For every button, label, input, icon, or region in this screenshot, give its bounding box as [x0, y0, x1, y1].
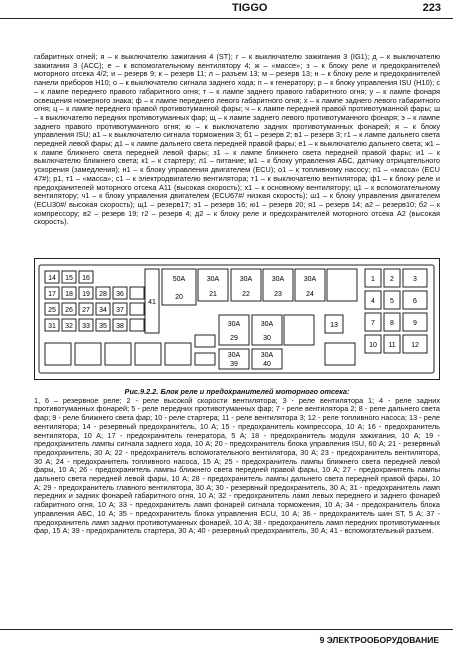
fuse-22-label: 22	[242, 291, 250, 298]
fuse-39-rating: 30A	[227, 352, 241, 359]
fuse-16-label: 16	[82, 275, 90, 282]
page-footer	[0, 629, 453, 650]
fuse-32-label: 32	[65, 323, 73, 330]
figure-caption	[34, 388, 440, 536]
relay-3-label: 3	[413, 276, 417, 283]
relay-13-label: 13	[330, 322, 338, 329]
fuse-20-label: 20	[175, 294, 183, 301]
fuse-26-label: 26	[65, 307, 73, 314]
fuse-27-label: 27	[82, 307, 90, 314]
fuse-38-label: 38	[116, 323, 124, 330]
fuse-18-label: 18	[65, 291, 73, 298]
fuse-box-figure	[34, 258, 440, 380]
relay-12-label: 12	[411, 342, 419, 349]
fuse-23-label: 23	[274, 291, 282, 298]
relay-9-label: 9	[413, 320, 417, 327]
running-title: TIGGO	[232, 2, 268, 14]
relay-5-label: 5	[390, 298, 394, 305]
fuse-15-label: 15	[65, 275, 73, 282]
page-number: 223	[422, 2, 441, 14]
relay-8-label: 8	[390, 320, 394, 327]
fuse-31-label: 31	[48, 323, 56, 330]
relay-2-label: 2	[390, 276, 394, 283]
relay-1-label: 1	[371, 276, 375, 283]
wire-legend-paragraph	[34, 53, 440, 227]
relay-11-label: 11	[388, 342, 396, 349]
fuse-39-label: 39	[230, 361, 238, 368]
fuse-37-label: 37	[116, 307, 124, 314]
relay-7-label: 7	[371, 320, 375, 327]
fuse-36-label: 36	[116, 291, 124, 298]
section-title: 9 ЭЛЕКТРООБОРУДОВАНИЕ	[319, 635, 439, 645]
fuse-20-rating: 50A	[172, 276, 186, 283]
fuse-30-rating: 30A	[260, 321, 274, 328]
fuse-21-rating: 30A	[206, 276, 220, 283]
fuse-22-rating: 30A	[239, 276, 253, 283]
relay-4-label: 4	[371, 298, 375, 305]
caption-text: 1, 6 – резервное реле; 2 - реле высокой скорости вентилятора; 3 - реле вентилятора 1; 4 - реле задних противотуманных фонарей; 5 - реле передних противотуманных фар; 7 - реле вентилятора 2; 8 - реле дальнего света фар; 9 - реле ближнего света фар; 10 - реле стартера; 11 - реле вентилятора 3; 12 - реле топливного насоса; 13 - реле вентилятора; 14 - резервный предохранитель, 10 А; 15 - предохранитель компрессора, 10 А; 16 - предохранитель вентилятора, 10 А; 17 - предохранитель генератора, 5 А; 18 - предохранитель модуля зажигания, 10 А; 19 - предохранитель лампы сигнала заднего хода, 10 А; 20 - предохранитель блока управления ISU, 60 А; 21 - резервный предохранитель, 30 А; 22 - предохранитель вспомогательного вентилятора, 30 А; 23 - предохранитель вентилятора, 30 А; 24 - предохранитель топливного насоса, 15 А; 25 - предохранитель лампы ближнего света передней левой фары, 10 А; 26 - предохранитель лампы ближнего света передней правой фары, 10 А; 27 - предохранитель лампы дальнего света передней левой фары, 10 А; 28 - предохранитель лампы дальнего света передней правой фары, 10 А; 29 - предохранитель главного вентилятора, 30 А; 30 - резервный предохранитель, 30 А; 31 - предохранитель ламп передних и задних фонарей габаритного огня, 10 А; 32 - предохранитель ламп левых переднего и заднего фонарей габаритного огня, 10 А; 33 - предохранитель ламп фонарей сигнала торможения, 10 А; 34 - предохранитель блока управления АБС, 10 А; 35 - предохранитель блока управления ECU, 10 А; 36 - предохранитель шин ST, 5 А; 37 - предохранитель ламп задних противотуманных фонарей, 10 А; 38 - предохранитель ламп передних противотуманных фар, 15 А; 39 - предохранитель стартера, 30 А; 40 - резервный предохранитель, 30 А; 41 - вспомогательный разъем.	[34, 395, 440, 536]
fuse-19-label: 19	[82, 291, 90, 298]
relay-6-label: 6	[413, 298, 417, 305]
fuse-21-label: 21	[209, 291, 217, 298]
fuse-33-label: 33	[82, 323, 90, 330]
fuse-box-diagram	[35, 259, 438, 378]
fuse-29-label: 29	[230, 335, 238, 342]
fuse-35-label: 35	[99, 323, 107, 330]
fuse-29-rating: 30A	[227, 321, 241, 328]
fuse-25-label: 25	[48, 307, 56, 314]
relay-10-label: 10	[369, 342, 377, 349]
fuse-40-label: 40	[263, 361, 271, 368]
fuse-28-label: 28	[99, 291, 107, 298]
fuse-30-label: 30	[263, 335, 271, 342]
fuse-24-rating: 30A	[303, 276, 317, 283]
page-header	[0, 0, 453, 19]
caption-title: Рис.9.2.2. Блок реле и предохранителей моторного отсека:	[124, 387, 350, 396]
wire-legend-text: габаритных огней; я – к выключателю зажигания 4 (ST); г – к выключателю зажигания 3 (IG1); д – к выключателю зажигания 3 (ACC); е – к вспомогательному вентилятору 4; ж – «массе»; з – к блоку реле и предохранителей моторного отсека 4/2; и – резерв 9; к – резерв 11; л – разъем 13; м – резерв 13; н – к блоку реле и предохранителей панели приборов Н10; о – к выключателю сигнала заднего хода; п – к генератору; р – к блоку управления ISU (Н10); с – к лампе переднего правого габаритного огня; т – к лампе заднего правого габаритного огня; у – к лампе фонаря освещения номерного знака; ф – к лампе переднего левого габаритного огня; х – к лампе заднего левого габаритного огня; ц – к лампе переднего правой противотуманной фары; ч – к лампе передней правой противотуманной фары; ш – к выключателю передних противотуманных фар; щ – к лампе заднего левого противотуманного фонаря; э – к лампе заднего правого противотуманного огня; ю – к выключателю задних противотуманных фонарей; я – к блоку управления ISU; а1 – к выключателю сигнала торможения 3; б1 – резерв 2; в1 – резерв 3; г1 – к лампе дальнего света передней левой фары; д1 – к лампе дальнего света передней правой фары; е1 – к выключателю дальнего света; ж1 – к лампе ближнего света передней левой фары; з1 – к лампе ближнего света передней правой фары; и1 – к выключателю ближнего света; к1 – к стартеру; л1 – питание; м1 – к блоку управления АБС, датчику отрицательного ускорения (замедления); н1 – к блоку управления двигателем (ECU); о1 – к топливному насосу; п1 – «масса» (ECU 47#); р1, т1 – «масса»; с1 – к электродвигателю вентилятора; т1 – к выключателю вентилятора; ф1 – к блоку реле и предохранителей моторного отсека А11 (высокая скорость); х1 – к основному вентилятору; ц1 – к вспомогательному вентилятору; ч1 – к блоку управления двигателем (ECU67#/ низкая скорость); ш1 – к блоку управления двигателем (ECU30#/ высокая скорость); щ1 – резерв17; э1 – резерв 16; ю1 – резерв 20; я1 – резерв 14; а2 – резерв10; б2 – к компрессору; в2 – резерв 19; г2 – резерв 4; д2 – к блоку реле и предохранителей моторного отсека А2 (высокая скорость).	[34, 52, 440, 227]
connector-41-label: 41	[148, 299, 156, 306]
fuse-40-rating: 30A	[260, 352, 274, 359]
fuse-23-rating: 30A	[271, 276, 285, 283]
fuse-24-label: 24	[306, 291, 314, 298]
fuse-34-label: 34	[99, 307, 107, 314]
fuse-17-label: 17	[48, 291, 56, 298]
fuse-14-label: 14	[48, 275, 56, 282]
